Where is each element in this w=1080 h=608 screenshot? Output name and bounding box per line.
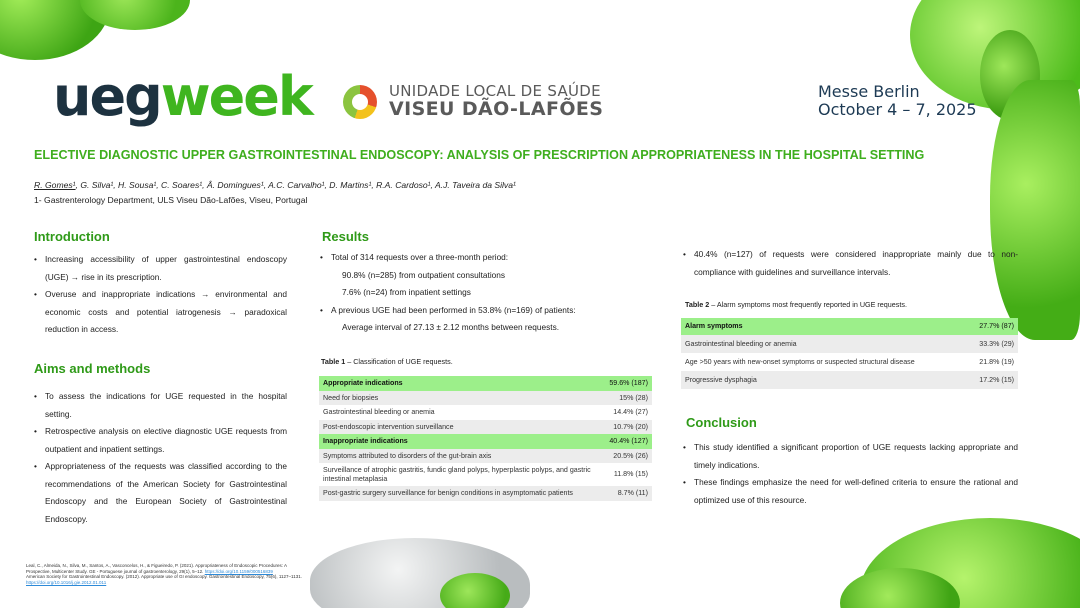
aims-list xyxy=(34,388,287,528)
table-row xyxy=(681,353,1018,371)
table-cell: 10.7% (20) xyxy=(605,420,652,435)
text-segment: mainly due to non-compliance with guidelines and xyxy=(694,249,1018,277)
list-item: • To assess the indications for UGE requested in the hospital setting. xyxy=(34,388,287,423)
table2-caption xyxy=(685,300,907,309)
list-subitem: Average interval of 27.13 ± 2.12 months between requests. xyxy=(342,322,560,332)
table-cell: 40.4% (127) xyxy=(605,434,652,449)
table2-caption-label: Table 2 xyxy=(685,300,710,309)
table-cell: Appropriate indications xyxy=(319,376,605,391)
event-city: Messe Berlin xyxy=(818,82,920,101)
text-segment: intervals. xyxy=(854,266,891,277)
reference-text: Leal, C., Almeida, N., Silva, M., Santos, A., Vasconcelos, H., & Figueiredo, P. (2021). Appropriateness of Endoscopic Procedures: A Prospective, Multicenter Study. GE - Portuguese journal of gastroenterology, 29(1), 5–12. xyxy=(26,563,287,574)
authors xyxy=(34,180,516,190)
list-item xyxy=(683,246,1018,281)
reference-link[interactable]: https://doi.org/10.1016/j.gie.2012.01.011 xyxy=(26,579,107,585)
table-cell: Progressive dysphagia xyxy=(681,371,967,389)
aims-title: Aims and methods xyxy=(34,361,151,376)
table-cell: Symptoms attributed to disorders of the gut-brain axis xyxy=(319,449,605,464)
table-cell: 11.8% (15) xyxy=(605,463,652,486)
list-item: • Total of 314 requests over a three-month period: xyxy=(320,249,652,267)
other-authors: , G. Silva¹, H. Sousa¹, C. Soares¹, Â. Domingues¹, A.C. Carvalho¹, D. Martins¹, R.A. Cardoso¹, A.J. Taveira da Silva¹ xyxy=(75,180,516,190)
table-cell: Alarm symptoms xyxy=(681,318,967,335)
list-item: • A previous UGE had been performed in 53.8% (n=169) of patients: xyxy=(320,302,652,320)
table-row xyxy=(319,391,652,406)
results-list-continued xyxy=(683,246,1018,281)
highlight-text: inappropriate xyxy=(882,249,931,259)
table-row xyxy=(319,376,652,391)
uls-logo xyxy=(343,84,603,120)
table-row xyxy=(319,420,652,435)
ueg-week-logo xyxy=(53,65,312,128)
table-row xyxy=(319,449,652,464)
references xyxy=(26,563,308,585)
table2 xyxy=(681,318,1018,389)
uls-line2: VISEU DÃO-LAFÕES xyxy=(389,97,604,120)
table1-caption-label: Table 1 xyxy=(321,357,346,366)
reference-text: American Society for Gastrointestinal Endoscopy. (2012). Appropriate use of GI endoscopy. Gastrointestinal Endoscopy, 75(6), 1127–1131. xyxy=(26,574,302,579)
introduction-title: Introduction xyxy=(34,229,110,244)
list-item: • Increasing accessibility of upper gastrointestinal endoscopy (UGE) → rise in its prescription. xyxy=(34,251,287,286)
table-cell: 33.3% (29) xyxy=(967,335,1018,353)
introduction-list xyxy=(34,251,287,339)
table-cell: Gastrointestinal bleeding or anemia xyxy=(319,405,605,420)
table-cell: 59.6% (187) xyxy=(605,376,652,391)
text-segment: 40.4% (n=127) of requests were considered xyxy=(694,249,883,259)
table-row xyxy=(319,486,652,501)
table-row xyxy=(681,371,1018,389)
table1 xyxy=(319,376,652,501)
table-cell: Post-gastric surgery surveillance for benign conditions in asymptomatic patients xyxy=(319,486,605,501)
table-cell: Inappropriate indications xyxy=(319,434,605,449)
logo-week-text: week xyxy=(160,65,312,128)
table-cell: Surveillance of atrophic gastritis, fundic gland polyps, hyperplastic polyps, and gastric intestinal metaplasia xyxy=(319,463,605,486)
table-row xyxy=(319,405,652,420)
reference-1 xyxy=(26,563,308,574)
table-row xyxy=(681,318,1018,335)
poster-title: ELECTIVE DIAGNOSTIC UPPER GASTROINTESTINAL ENDOSCOPY: ANALYSIS OF PRESCRIPTION APPROPRIATENESS IN THE HOSPITAL SETTING xyxy=(34,148,925,162)
logo-ueg-text: ueg xyxy=(53,65,161,128)
table2-caption-text: – Alarm symptoms most frequently reported in UGE requests. xyxy=(709,300,907,309)
first-author: R. Gomes¹ xyxy=(34,180,76,190)
table1-caption xyxy=(321,357,453,366)
table-cell: Age >50 years with new-onset symptoms or suspected structural disease xyxy=(681,353,967,371)
table-cell: Need for biopsies xyxy=(319,391,605,406)
decorative-green-blob xyxy=(990,80,1080,340)
list-item: • Appropriateness of the requests was classified according to the recommendations of the American Society for Gastrointestinal Endoscopy and the European Society of Gastrointestinal Endoscopy. xyxy=(34,458,287,528)
list-subitem: 7.6% (n=24) from inpatient settings xyxy=(342,287,471,297)
table-cell: 20.5% (26) xyxy=(605,449,652,464)
affiliation: 1- Gastrenterology Department, ULS Viseu Dão-Lafões, Viseu, Portugal xyxy=(34,195,308,205)
reference-link[interactable]: https://doi.org/10.1159/000516839 xyxy=(204,568,273,574)
conclusion-list xyxy=(683,439,1018,509)
list-item: • Overuse and inappropriate indications → environmental and economic costs and potential iatrogenesis → paradoxical reduction in access. xyxy=(34,286,287,339)
results-list xyxy=(320,249,652,337)
reference-2 xyxy=(26,574,308,585)
uls-text xyxy=(389,84,603,120)
list-item: • These findings emphasize the need for well-defined criteria to ensure the rational and optimized use of this resource. xyxy=(683,474,1018,509)
table-cell: 17.2% (15) xyxy=(967,371,1018,389)
uls-line1: UNIDADE LOCAL DE SAÚDE xyxy=(389,82,601,100)
table-cell: Gastrointestinal bleeding or anemia xyxy=(681,335,967,353)
table-cell: 27.7% (87) xyxy=(967,318,1018,335)
event-dates: October 4 – 7, 2025 xyxy=(818,100,977,120)
highlight-text: surveillance xyxy=(811,266,855,277)
event-info xyxy=(818,83,977,120)
list-subitem: 90.8% (n=285) from outpatient consultations xyxy=(342,269,506,280)
table-row xyxy=(319,434,652,449)
table-cell: 15% (28) xyxy=(605,391,652,406)
table1-caption-text: – Classification of UGE requests. xyxy=(345,357,453,366)
table-cell: 21.8% (19) xyxy=(967,353,1018,371)
table-cell: Post-endoscopic intervention surveillance xyxy=(319,420,605,435)
table-row xyxy=(319,463,652,486)
table-cell: 14.4% (27) xyxy=(605,405,652,420)
table-row xyxy=(681,335,1018,353)
list-item: • This study identified a significant proportion of UGE requests lacking appropriate and timely indications. xyxy=(683,439,1018,474)
table-cell: 8.7% (11) xyxy=(605,486,652,501)
uls-emblem-icon xyxy=(343,85,377,119)
results-title: Results xyxy=(322,229,369,244)
list-item: • Retrospective analysis on elective diagnostic UGE requests from outpatient and inpatient settings. xyxy=(34,423,287,458)
conclusion-title: Conclusion xyxy=(686,415,757,430)
